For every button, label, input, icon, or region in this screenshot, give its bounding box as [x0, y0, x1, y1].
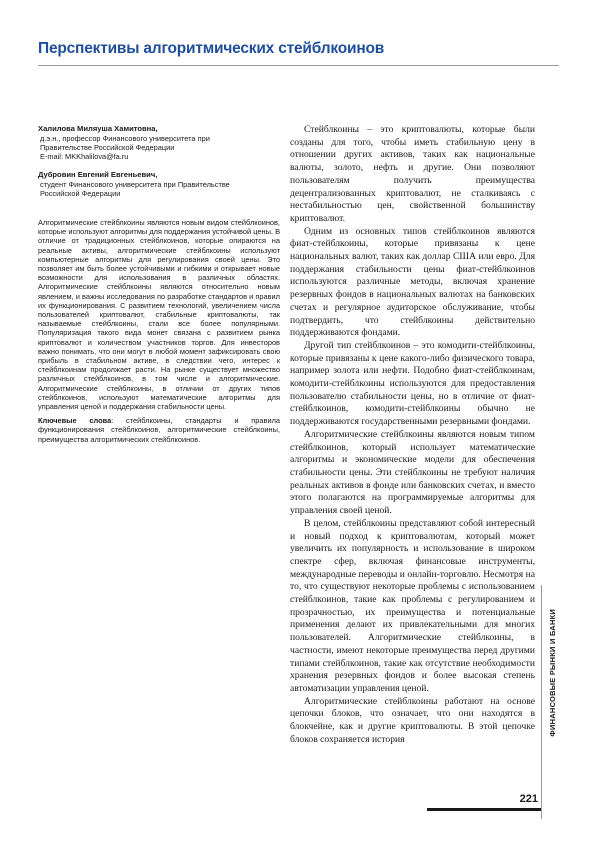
body-paragraph: Алгоритмические стейблкоины работают на основе цепочки блоков, что означает, что они находятся в блокчейне, как и другие криптовалюты. В этой цепочке блоков сохраняется история	[290, 695, 535, 745]
keywords-label: Ключевые слова	[38, 416, 112, 426]
abstract: Алгоритмические стейблкоины являются новым видом стейблкоинов, которые используют алгоритмы для поддержания устойчивой цены. В отличие от традиционных стейблкоинов, которые опираются на реальные активы, алгоритмические стейблкоины используют компьютерные алгоритмы для регулирования своей цены. Это позволяет им быть более устойчивыми и гибкими и открывает новые возможности для использования в различных областях. Алгоритмические стейблкоины являются относительно новым явлением, и важны исследования по разработке стандартов и правил их функционирования. С развитием технологий, увеличением числа пользователей криптовалют, стабильные криптовалюты, так называемые стейблкоины, стали все более популярными. Популяризация такого вида монет связана с развитием рынка криптовалют и количеством участников торгов. Для инвесторов важно понимать, что они могут в любой момент зафиксировать свою прибыль в стабильном активе, в следствии чего, интерес к стейблкоинам продолжает расти. На рынке существует множество различных стейблкоинов, в том числе и алгоритмические. Алгоритмические стейблкоины, в отличии от других типов стейблкоинов, используют математические алгоритмы для управления ценой и поддержания стабильности цены.	[38, 218, 280, 412]
author-name: Дубровин Евгений Евгеньевич,	[38, 169, 158, 179]
author-name: Халилова Миляуша Хамитовна,	[38, 124, 158, 133]
section-label-text: ФИНАНСОВЫЕ РЫНКИ И БАНКИ	[547, 608, 557, 737]
footer-bar	[427, 808, 541, 811]
author-affiliation-line: Российской Федерации	[40, 188, 121, 198]
author-block	[38, 170, 280, 198]
author-affiliation-line: студент Финансового университета при Правительстве	[40, 179, 230, 189]
body-paragraph: В целом, стейблкоины представляют собой интересный и новый подход к криптовалютам, который может увеличить их популярность и использование в широком спектре сфер, включая финансовые инструменты, международные переводы и онлайн-торговлю. Несмотря на то, что существуют некоторые проблемы с использованием стейблкоинов, такие как проблемы с регулированием и прозрачностью, их преимущества и потенциальные применения делают их привлекательными для многих пользователей. Алгоритмические стейблкоины, в частности, имеют некоторые преимущества перед другими типами стейблкоинов, такие как отсутствие необходимости хранения резервных фондов и более высокая степень автоматизации управления ценой.	[290, 517, 535, 694]
keywords-text: : стейблкоины, стандарты и правила функционирования стейблкоинов, алгоритмические стейблкоины, преимущества алгоритмических стейблкоинов.	[38, 416, 280, 444]
article-title: Перспективы алгоритмических стейблкоинов	[38, 40, 385, 57]
left-column	[38, 124, 280, 444]
author-email: E-mail: MKKhalilova@fa.ru	[40, 152, 129, 162]
body-column	[290, 124, 535, 746]
author-affiliation-line: д.э.н., профессор Финансового университета при	[40, 134, 210, 143]
keywords	[38, 416, 280, 444]
body-paragraph: Стейблкоины – это криптовалюты, которые были созданы для того, чтобы иметь стабильную цену в отношении других активов, таких как национальные валюты, золото, нефть и другие. Они позволяют пользователям получить преимущества децентрализованных криптовалют, не сталкиваясь с нестабильностью цен, свойственной большинству криптовалют.	[290, 124, 535, 224]
author-affiliation-line: Правительстве Российской Федерации	[40, 143, 175, 153]
body-paragraph: Одним из основных типов стейблкоинов являются фиат-стейблкоины, которые привязаны к цене национальных валют, таких как доллар США или евро. Для поддержания стабильности цены фиат-стейблкоинов используются различные методы, включая хранение резервных фондов в национальных валютах на банковских счетах и регулярное аудиторское обслуживание, чтобы подтвердить, что стейблкоины действительно поддерживаются фондами.	[290, 225, 535, 339]
section-label	[545, 585, 559, 760]
author-block	[38, 124, 280, 162]
body-paragraph: Алгоритмические стейблкоины являются новым типом стейблкоинов, который использует математические алгоритмы и экономические модели для обеспечения стабильности цены. Эти стейблкоины не требуют наличия реальных активов в фонде или банковских счетах, и вместо этого полагаются на программируемые алгоритмы для управления своей ценой.	[290, 428, 535, 517]
page-number: 221	[519, 793, 538, 805]
body-paragraph: Другой тип стейблкоинов – это комодити-стейблкоины, которые привязаны к цене какого-либо физического товара, например золота или нефти. Подобно фиат-стейблкоинам, комодити-стейблкоины используются для предоставления пользователю стабильности цены, но в отличие от фиат-стейблкоинов, комодити-стейблкоины обычно не поддерживаются государственными резервными фондами.	[290, 339, 535, 428]
side-divider	[541, 585, 542, 819]
title-divider	[38, 65, 559, 66]
